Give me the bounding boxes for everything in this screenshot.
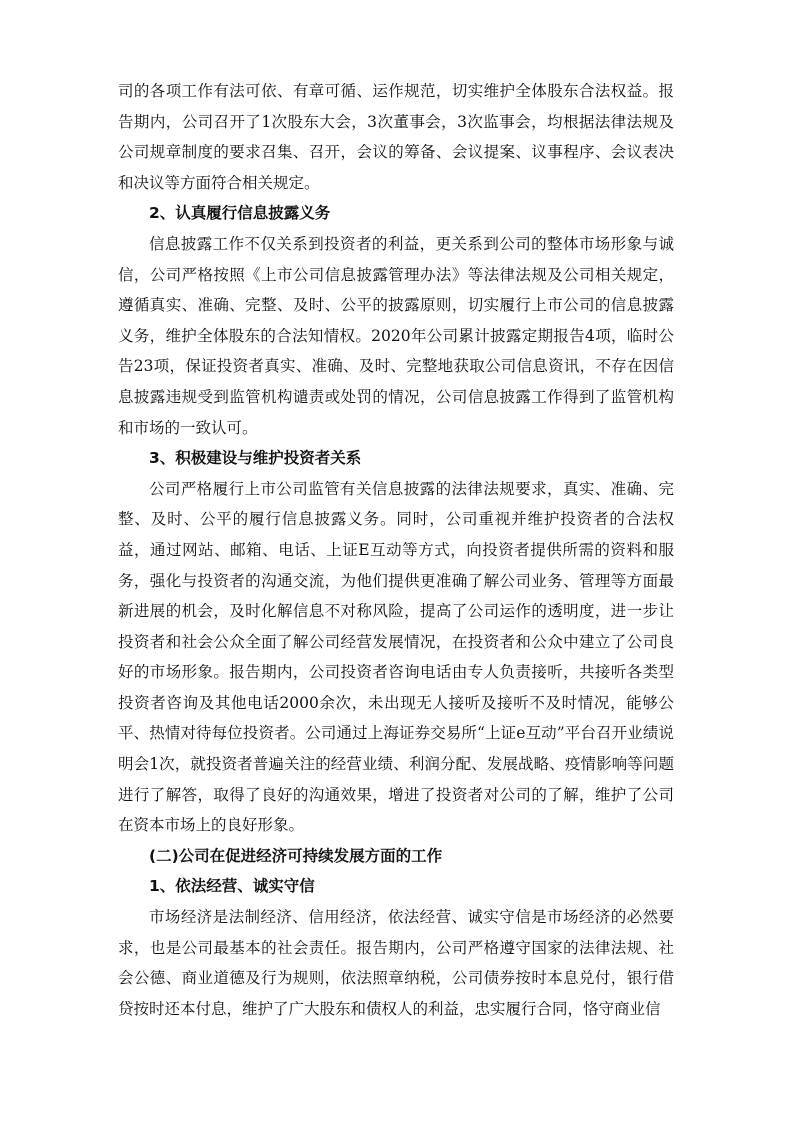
heading-lawful-operation: 1、依法经营、诚实守信 (149, 877, 315, 896)
paragraph-investor-relations: 公司严格履行上市公司监管有关信息披露的法律法规要求，真实、准确、完整、及时、公平的履行信息披露义务。同时，公司重视并维护投资者的合法权益，通过网站、邮箱、电话、上证E互动等方式，向投资者提供所需的资料和服务，强化与投资者的沟通交流，为他们提供更准确了解公司业务、管理等方面最新进展的机会，及时化解信息不对称风险，提高了公司运作的透明度，进一步让投资者和社会公众全面了解公司经营发展情况，在投资者和公众中建立了公司良好的市场形象。报告期内，公司投资者咨询电话由专人负责接听，共接听各类型投资者咨询及其他电话2000余次，未出现无人接听及接听不及时情况，能够公平、热情对待每位投资者。公司通过上海证券交易所“上证e互动”平台召开业绩说明会1次，就投资者普遍关注的经营业绩、利润分配、发展战略、疫情影响等问题进行了解答，取得了良好的沟通效果，增进了投资者对公司的了解，维护了公司在资本市场上的良好形象。 (118, 479, 674, 835)
heading-investor-relations: 3、积极建设与维护投资者关系 (149, 449, 362, 468)
paragraph-information-disclosure: 信息披露工作不仅关系到投资者的利益，更关系到公司的整体市场形象与诚信，公司严格按照《上市公司信息披露管理办法》等法律法规及公司相关规定，遵循真实、准确、完整、及时、公平的披露原则，切实履行上市公司的信息披露义务，维护全体股东的合法知情权。2020年公司累计披露定期报告4项，临时公告23项，保证投资者真实、准确、及时、完整地获取公司信息资讯，不存在因信息披露违规受到监管机构谴责或处罚的情况，公司信息披露工作得到了监管机构和市场的一致认可。 (118, 234, 674, 437)
document-body (118, 76, 674, 1024)
paragraph-continued: 司的各项工作有法可依、有章可循、运作规范，切实维护全体股东合法权益。报告期内，公司召开了1次股东大会，3次董事会，3次监事会，均根据法律法规及公司规章制度的要求召集、召开，会议的筹备、会议提案、议事程序、会议表决和决议等方面符合相关规定。 (118, 82, 674, 192)
paragraph-lawful-operation: 市场经济是法制经济、信用经济，依法经营、诚实守信是市场经济的必然要求，也是公司最基本的社会责任。报告期内，公司严格遵守国家的法律法规、社会公德、商业道德及行为规则，依法照章纳税，公司债券按时本息兑付，银行借贷按时还本付息，维护了广大股东和债权人的利益，忠实履行合同，恪守商业信 (118, 908, 674, 1018)
heading-sustainable-development: (二)公司在促进经济可持续发展方面的工作 (149, 846, 443, 865)
heading-information-disclosure: 2、认真履行信息披露义务 (149, 204, 331, 223)
